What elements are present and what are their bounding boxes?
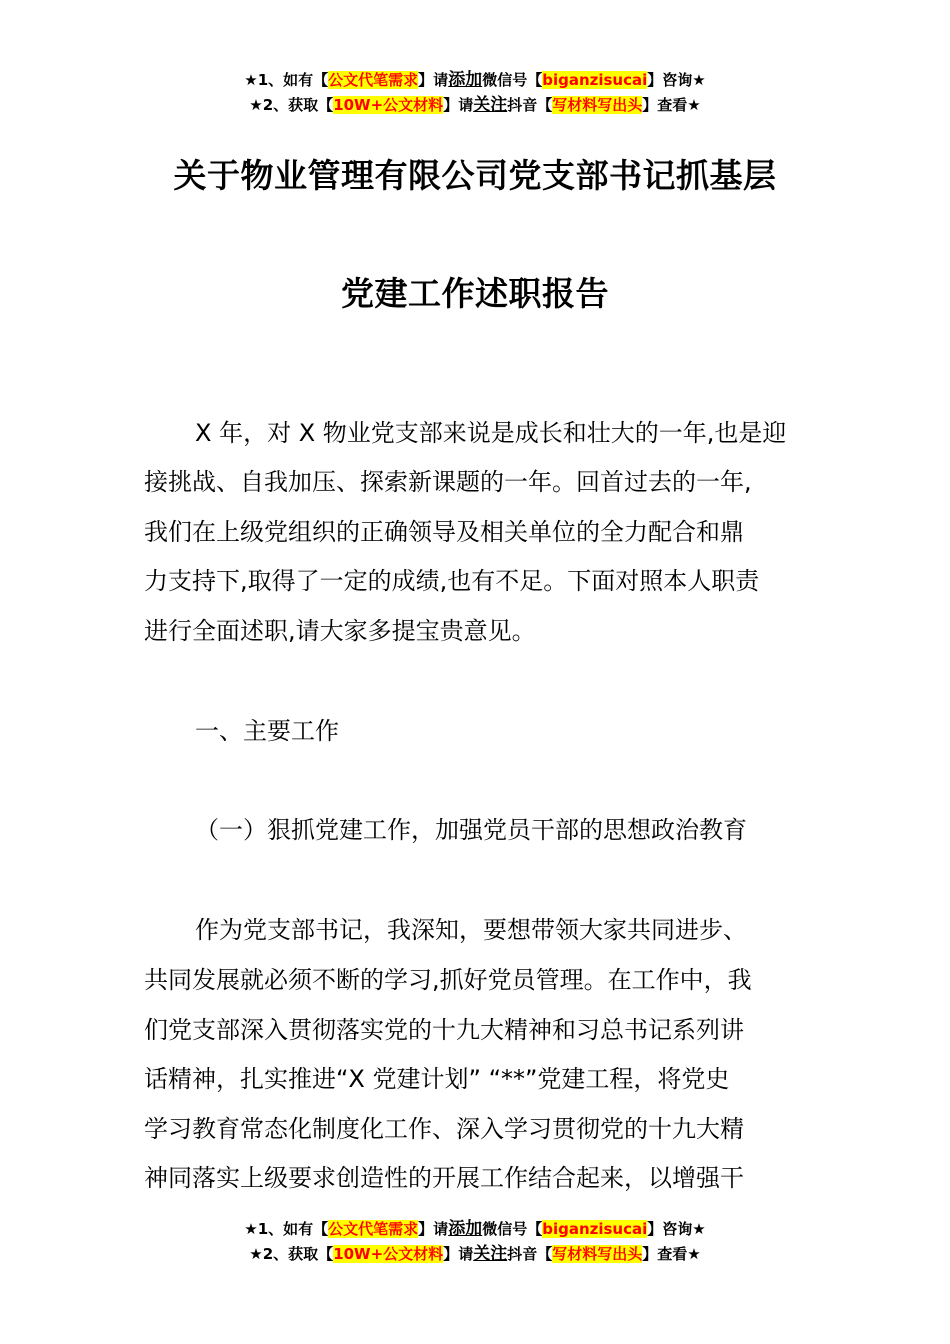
highlight-service: 公文代笔需求 — [328, 1220, 419, 1238]
highlight-materials: 10W+公文材料 — [333, 96, 444, 114]
banner-text: 抖音【 — [507, 1245, 553, 1263]
banner-text: 微信号【 — [482, 71, 543, 89]
banner-text: ★2、获取【 — [249, 96, 334, 114]
banner-text: 】咨询★ — [647, 71, 706, 89]
emphasis-follow: 关注 — [473, 95, 508, 115]
body-line: 接挑战、自我加压、探索新课题的一年。回首过去的一年, — [144, 468, 752, 496]
body-line: 学习教育常态化制度化工作、深入学习贯彻党的十九大精 — [144, 1115, 744, 1143]
top-banner — [0, 68, 950, 118]
highlight-service: 公文代笔需求 — [328, 71, 419, 89]
emphasis-follow: 关注 — [473, 1244, 508, 1264]
banner-text: 】请 — [443, 96, 474, 114]
highlight-douyin-account: 写材料写出头 — [552, 1245, 643, 1263]
body-line: X 年，对 X 物业党支部来说是成长和壮大的一年,也是迎 — [195, 419, 787, 447]
banner-text: 抖音【 — [507, 96, 553, 114]
highlight-douyin-account: 写材料写出头 — [552, 96, 643, 114]
body-line: 共同发展就必须不断的学习,抓好党员管理。在工作中，我 — [144, 966, 752, 994]
body-line: 进行全面述职,请大家多提宝贵意见。 — [144, 617, 536, 645]
banner-text: 】请 — [443, 1245, 474, 1263]
banner-line-2 — [0, 93, 950, 118]
highlight-materials: 10W+公文材料 — [333, 1245, 444, 1263]
body-line: 们党支部深入贯彻落实党的十九大精神和习总书记系列讲 — [144, 1016, 744, 1044]
banner-text: 】请 — [418, 1220, 449, 1238]
banner-line-2 — [0, 1242, 950, 1267]
body-line: 作为党支部书记，我深知，要想带领大家共同进步、 — [195, 916, 747, 944]
highlight-wechat-id: biganzisucai — [542, 1220, 648, 1238]
emphasis-add: 添加 — [448, 70, 483, 90]
section-heading: 一、主要工作 — [195, 717, 339, 745]
subsection-heading: （一）狠抓党建工作，加强党员干部的思想政治教育 — [195, 816, 747, 844]
body-line: 力支持下,取得了一定的成绩,也有不足。下面对照本人职责 — [144, 567, 760, 595]
body-line: 我们在上级党组织的正确领导及相关单位的全力配合和鼎 — [144, 518, 744, 546]
body-line: 话精神，扎实推进“X 党建计划” “**”党建工程，将党史 — [144, 1065, 730, 1093]
document-title-line-2: 党建工作述职报告 — [341, 274, 609, 313]
banner-line-1 — [0, 1217, 950, 1242]
emphasis-add: 添加 — [448, 1219, 483, 1239]
body-line: 神同落实上级要求创造性的开展工作结合起来，以增强干 — [144, 1164, 744, 1192]
highlight-wechat-id: biganzisucai — [542, 71, 648, 89]
banner-text: 】咨询★ — [647, 1220, 706, 1238]
banner-text: 微信号【 — [482, 1220, 543, 1238]
banner-text: ★2、获取【 — [249, 1245, 334, 1263]
banner-text: ★1、如有【 — [244, 1220, 329, 1238]
banner-text: ★1、如有【 — [244, 71, 329, 89]
banner-text: 】查看★ — [642, 96, 701, 114]
banner-text: 】查看★ — [642, 1245, 701, 1263]
bottom-banner — [0, 1217, 950, 1267]
banner-text: 】请 — [418, 71, 449, 89]
document-title-line-1: 关于物业管理有限公司党支部书记抓基层 — [173, 156, 777, 195]
banner-line-1 — [0, 68, 950, 93]
